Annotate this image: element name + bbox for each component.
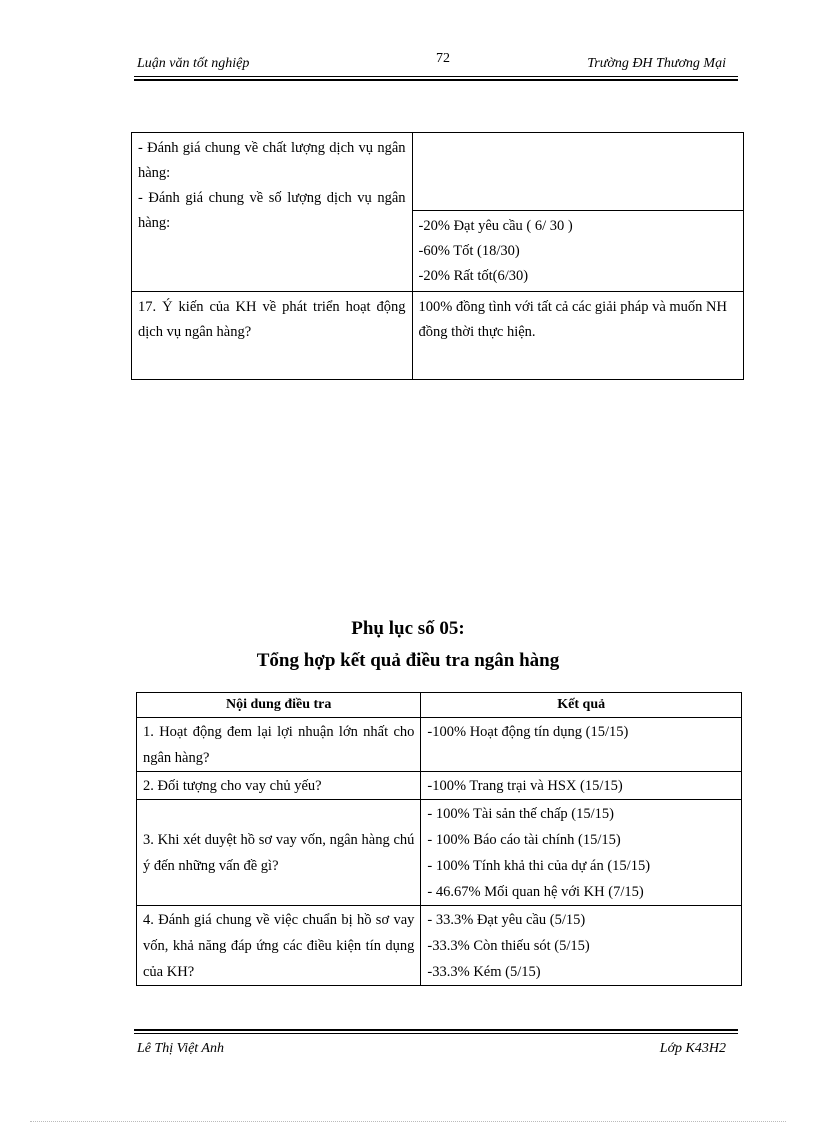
header-divider	[134, 76, 738, 77]
answer-cell	[421, 800, 742, 906]
header-thesis-label: Luận văn tốt nghiệp	[137, 56, 250, 71]
question-cell: 4. Đánh giá chung về việc chuẩn bị hồ sơ vay vốn, khả năng đáp ứng các điều kiện tín dụng của KH?	[137, 906, 421, 986]
answer-line: -33.3% Kém (5/15)	[427, 964, 541, 980]
table-row	[137, 800, 742, 906]
table-header-row	[137, 693, 742, 718]
question-cell: 2. Đối tượng cho vay chủ yếu?	[137, 772, 421, 800]
table-row	[132, 133, 744, 211]
question-cell: 17. Ý kiến của KH về phát triển hoạt động dịch vụ ngân hàng?	[132, 292, 413, 380]
question-cell: 3. Khi xét duyệt hồ sơ vay vốn, ngân hàng chú ý đến những vấn đề gì?	[137, 800, 421, 906]
question-cell	[132, 133, 413, 292]
footer-divider-thick	[134, 1029, 738, 1031]
answer-line: -33.3% Còn thiếu sót (5/15)	[427, 938, 590, 954]
table-row	[137, 718, 742, 772]
header-university-label: Trường ĐH Thương Mại	[587, 56, 726, 71]
answer-line: -100% Trang trại và HSX (15/15)	[427, 778, 623, 794]
table-row	[137, 906, 742, 986]
answer-line: - 33.3% Đạt yêu cầu (5/15)	[427, 912, 586, 928]
answer-cell: 100% đồng tình với tất cả các giải pháp và muốn NH đồng thời thực hiện.	[412, 292, 743, 380]
question-cell: 1. Hoạt động đem lại lợi nhuận lớn nhất cho ngân hàng?	[137, 718, 421, 772]
answer-line: -20% Rất tốt(6/30)	[418, 268, 529, 284]
page-number: 72	[436, 51, 450, 66]
answer-line: -20% Đạt yêu cầu ( 6/ 30 )	[418, 218, 573, 234]
answer-cell-empty	[412, 133, 743, 211]
answer-cell	[412, 211, 743, 292]
footer-class: Lớp K43H2	[659, 1041, 726, 1056]
table-row	[137, 772, 742, 800]
column-header: Nội dung điều tra	[137, 693, 421, 718]
answer-line: - 100% Báo cáo tài chính (15/15)	[427, 832, 621, 848]
column-header: Kết quả	[421, 693, 742, 718]
answer-line: -60% Tốt (18/30)	[418, 243, 520, 259]
answer-line: - 100% Tài sản thế chấp (15/15)	[427, 806, 614, 822]
table-row	[132, 292, 744, 380]
footer-divider	[134, 1033, 738, 1034]
answer-line: - 46.67% Mối quan hệ với KH (7/15)	[427, 884, 644, 900]
answer-line: - 100% Tính khả thi của dự án (15/15)	[427, 858, 651, 874]
survey-results-table-continued	[131, 132, 744, 380]
bank-survey-table	[136, 692, 742, 986]
question-line: - Đánh giá chung về chất lượng dịch vụ ngân hàng:	[138, 140, 406, 181]
question-line: - Đánh giá chung về số lượng dịch vụ ngân hàng:	[138, 190, 406, 231]
appendix-subtitle: Tổng hợp kết quả điều tra ngân hàng	[256, 650, 560, 671]
answer-cell	[421, 906, 742, 986]
answer-line: -100% Hoạt động tín dụng (15/15)	[427, 724, 629, 740]
header-divider-thick	[134, 79, 738, 81]
appendix-title: Phụ lục số 05:	[351, 618, 465, 639]
footer-author: Lê Thị Việt Anh	[137, 1041, 224, 1056]
page-edge	[30, 1121, 786, 1122]
answer-cell	[421, 772, 742, 800]
answer-cell	[421, 718, 742, 772]
